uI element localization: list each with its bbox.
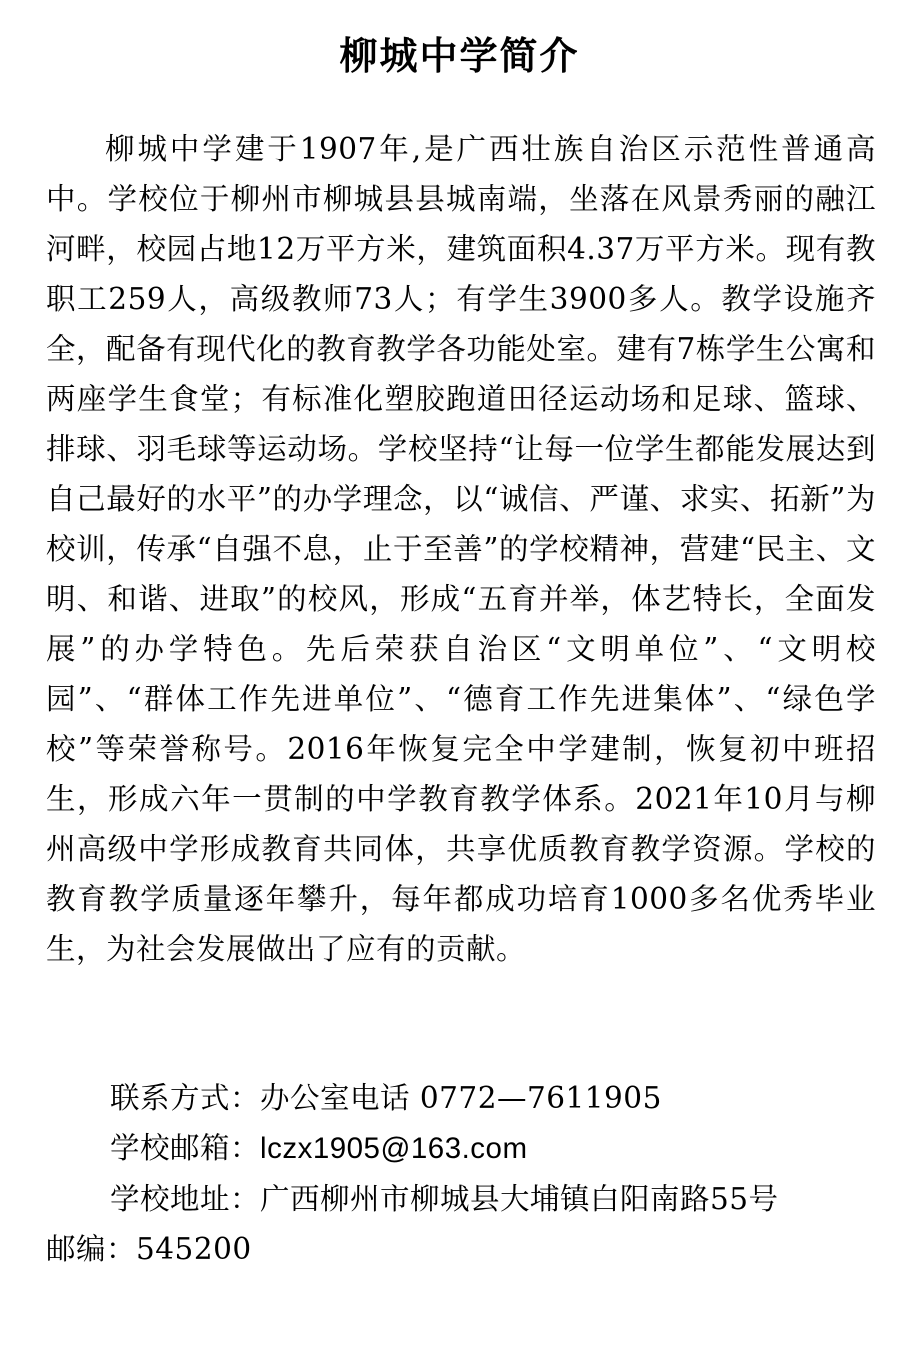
document-title: 柳城中学简介: [339, 34, 580, 78]
phone-value: 办公室电话 0772—7611905: [260, 1081, 662, 1115]
address-label: 学校地址：: [110, 1182, 261, 1216]
contact-address-line: [46, 1174, 876, 1224]
contact-phone-line: [46, 1073, 876, 1123]
address-value: 广西柳州市柳城县大埔镇白阳南路55号: [260, 1182, 779, 1216]
contact-email-line: [46, 1123, 876, 1174]
contact-postcode-line: [46, 1224, 876, 1274]
postcode-value: 545200: [136, 1232, 252, 1266]
contact-block: [46, 1073, 876, 1274]
email-value: lczx1905@163.com: [260, 1132, 528, 1165]
postcode-label: 邮编：: [46, 1232, 137, 1266]
email-label: 学校邮箱：: [110, 1131, 261, 1165]
intro-paragraph: 柳城中学建于1907年,是广西壮族自治区示范性普通高中。学校位于柳州市柳城县县城南端，坐落在风景秀丽的融江河畔，校园占地12万平方米，建筑面积4.37万平方米。现有教职工259人，高级教师73人；有学生3900多人。教学设施齐全，配备有现代化的教育教学各功能处室。建有7栋学生公寓和两座学生食堂；有标准化塑胶跑道田径运动场和足球、篮球、排球、羽毛球等运动场。学校坚持“让每一位学生都能发展达到自己最好的水平”的办学理念，以“诚信、严谨、求实、拓新”为校训，传承“自强不息，止于至善”的学校精神，营建“民主、文明、和谐、进取”的校风，形成“五育并举，体艺特长，全面发展”的办学特色。先后荣获自治区“文明单位”、“文明校园”、“群体工作先进单位”、“德育工作先进集体”、“绿色学校”等荣誉称号。2016年恢复完全中学建制，恢复初中班招生，形成六年一贯制的中学教育教学体系。2021年10月与柳州高级中学形成教育共同体，共享优质教育教学资源。学校的教育教学质量逐年攀升，每年都成功培育1000多名优秀毕业生，为社会发展做出了应有的贡献。: [46, 132, 876, 966]
phone-label: 联系方式：: [110, 1081, 261, 1115]
